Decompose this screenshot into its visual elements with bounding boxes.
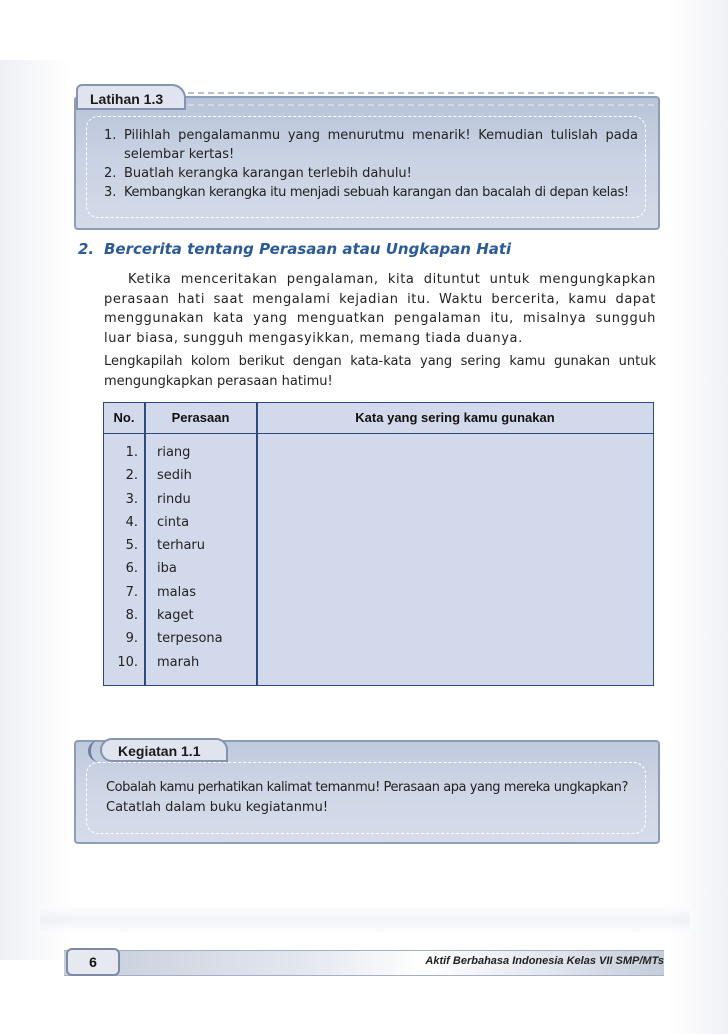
- decorative-right-border: [668, 0, 728, 1034]
- section-number: 2.: [78, 240, 95, 258]
- table-header-row: [104, 403, 653, 434]
- exercise-item-number: 2.: [104, 166, 117, 181]
- row-feeling: malas: [157, 584, 196, 600]
- section-title: Bercerita tentang Perasaan atau Ungkapan Hati: [104, 240, 512, 258]
- table-row: [104, 441, 653, 464]
- row-number: 1.: [125, 445, 138, 460]
- table-row: [104, 581, 653, 604]
- table-row: [104, 511, 653, 534]
- row-feeling: kaget: [157, 608, 194, 624]
- table-body: [104, 441, 653, 674]
- exercise-list: [104, 126, 638, 202]
- exercise-label: Latihan 1.3: [76, 84, 186, 110]
- section-heading: [78, 240, 511, 258]
- decorative-left-border: [0, 60, 70, 960]
- feelings-table: [103, 402, 654, 686]
- exercise-item: [104, 183, 638, 202]
- row-number: 10.: [117, 654, 138, 670]
- decorative-bottom-border: [40, 905, 690, 935]
- activity-line: Catatlah dalam buku kegiatanmu!: [106, 800, 329, 815]
- header-feeling: Perasaan: [171, 410, 230, 425]
- row-number: 2.: [125, 468, 138, 484]
- exercise-header-dashes: [188, 92, 654, 106]
- activity-text: [106, 778, 646, 818]
- header-no: No.: [113, 410, 135, 425]
- activity-label: Kegiatan 1.1: [100, 738, 228, 762]
- row-number: 5.: [125, 538, 138, 554]
- row-number: 3.: [125, 491, 138, 507]
- activity-line: Cobalah kamu perhatikan kalimat temanmu! Perasaan apa yang mereka ungkapkan?: [106, 780, 628, 795]
- row-feeling: cinta: [157, 514, 190, 530]
- table-row: [104, 627, 653, 650]
- exercise-item-text: Kembangkan kerangka itu menjadi sebuah karangan dan bacalah di depan kelas!: [124, 185, 629, 200]
- row-number: 9.: [125, 631, 138, 647]
- row-feeling: terharu: [157, 538, 206, 554]
- exercise-item-number: 3.: [104, 185, 117, 200]
- table-row: [104, 464, 653, 487]
- exercise-item-text: Buatlah kerangka karangan terlebih dahulu!: [124, 166, 412, 181]
- row-number: 7.: [125, 584, 138, 600]
- body-paragraph: Ketika menceritakan pengalaman, kita dituntut untuk mengungkapkan perasaan hati saat mengalami kejadian itu. Waktu bercerita, kamu dapat menggunakan kata yang menguatkan pengalaman itu, misalnya sungguh luar biasa, sungguh mengasyikkan, memang tiada duanya.: [104, 272, 656, 346]
- row-feeling: terpesona: [157, 631, 223, 647]
- footer-book-title: Aktif Berbahasa Indonesia Kelas VII SMP/MTs: [425, 955, 664, 967]
- table-row: [104, 604, 653, 627]
- table-row: [104, 534, 653, 557]
- row-number: 8.: [125, 608, 138, 624]
- row-feeling: riang: [157, 445, 191, 460]
- row-number: 4.: [125, 514, 138, 530]
- table-row: [104, 557, 653, 580]
- row-feeling: marah: [157, 654, 200, 670]
- exercise-item: [104, 164, 638, 183]
- row-feeling: sedih: [157, 468, 192, 484]
- exercise-item-text: Pilihlah pengalamanmu yang menurutmu menarik! Kemudian tulislah pada selembar kertas!: [124, 128, 638, 162]
- table-row: [104, 488, 653, 511]
- row-number: 6.: [125, 561, 138, 577]
- exercise-item-number: 1.: [104, 128, 117, 143]
- instruction-paragraph: Lengkapilah kolom berikut dengan kata-kata yang sering kamu gunakan untuk mengungkapkan perasaan hatimu!: [104, 354, 656, 389]
- row-feeling: iba: [157, 561, 177, 577]
- table-row: [104, 651, 653, 674]
- header-words: Kata yang sering kamu gunakan: [355, 410, 555, 425]
- exercise-item: [104, 126, 638, 164]
- page-number: 6: [66, 948, 120, 976]
- row-feeling: rindu: [157, 491, 191, 507]
